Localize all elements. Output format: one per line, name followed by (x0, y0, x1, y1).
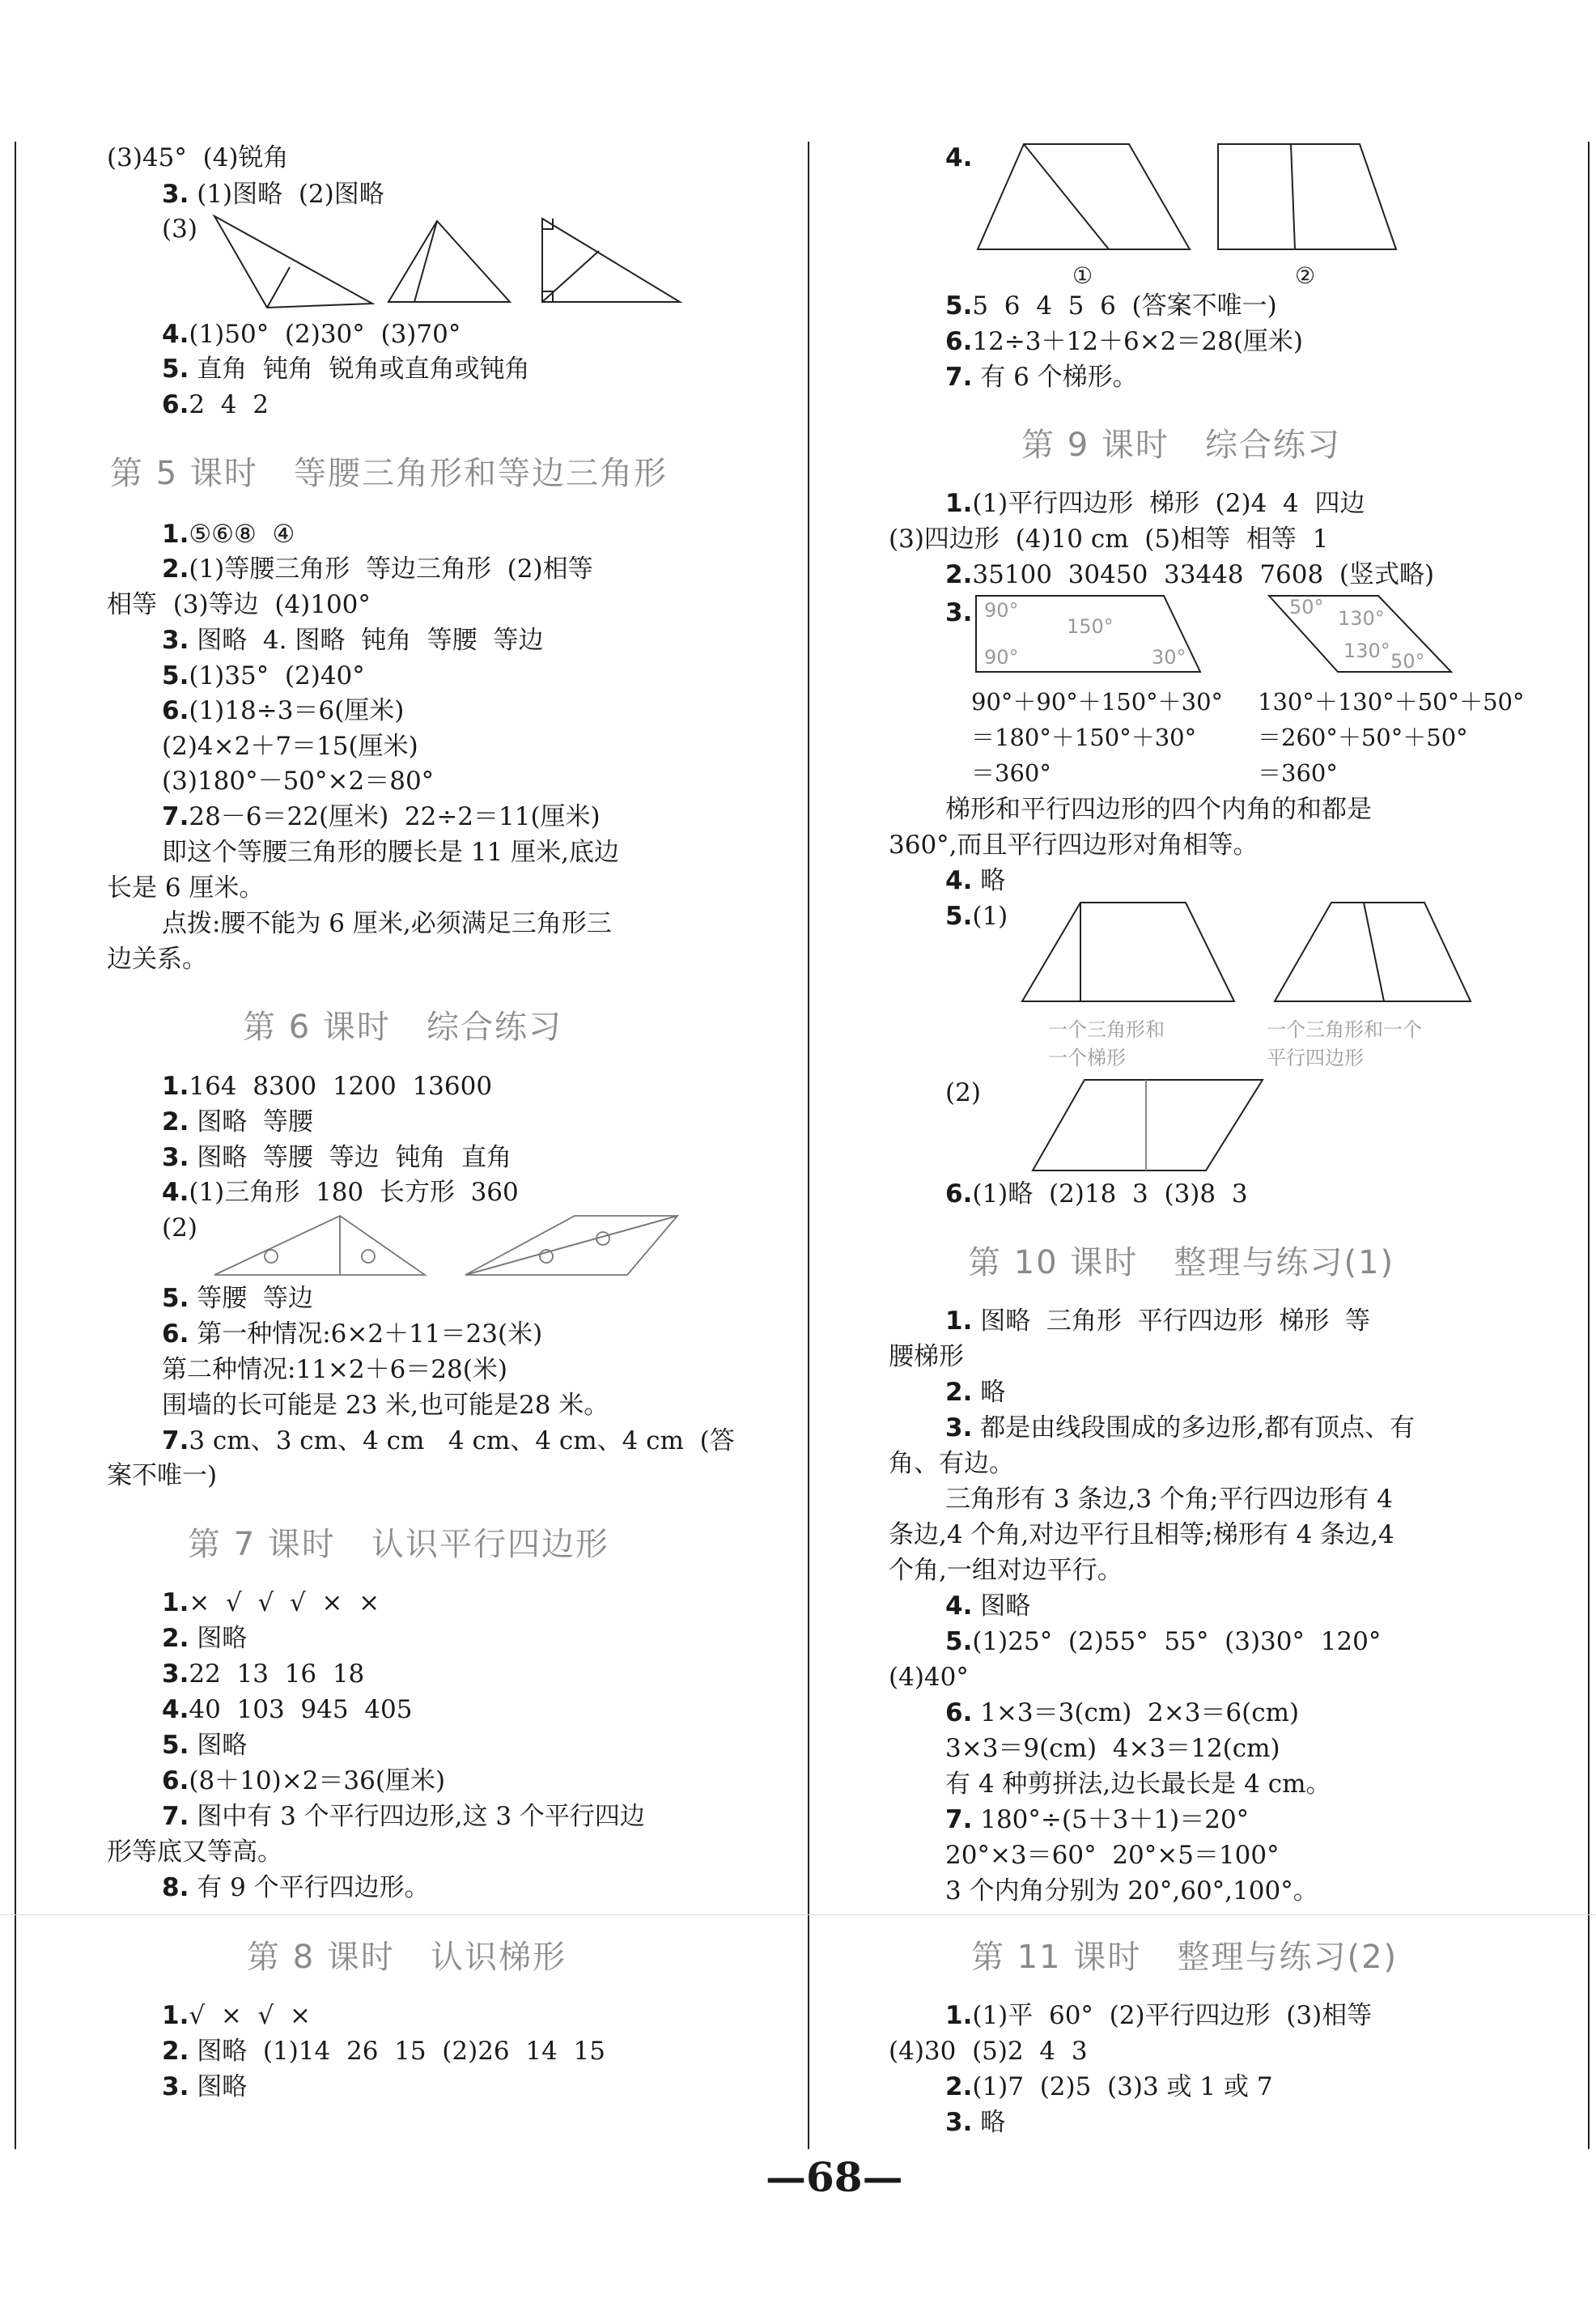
answer-line: 7.3 cm、3 cm、4 cm 4 cm、4 cm、4 cm (答 (162, 1426, 735, 1455)
answer-line: 3.22 13 16 18 (162, 1659, 365, 1689)
answer-line: 1.(1)平 60° (2)平行四边形 (3)相等 (945, 2001, 1373, 2030)
parallelogram-figure (1028, 1075, 1271, 1176)
answer-line: 围墙的长可能是 23 米,也可能是28 米。 (162, 1391, 609, 1420)
answer-line: 7. 有 6 个梯形。 (945, 363, 1138, 392)
lesson-6-title: 第 6 课时 综合练习 (243, 1009, 563, 1046)
parallelogram-cut (1033, 1080, 1263, 1170)
answer-line: 5.(1) (945, 902, 1008, 931)
answer-line: 边关系。 (107, 945, 207, 974)
answer-line: 点拨:腰不能为 6 厘米,必须满足三角形三 (162, 909, 612, 938)
answer-line: 2. 图略 等腰 (162, 1107, 313, 1137)
svg-text:90°: 90° (984, 599, 1019, 622)
answer-line: (2) (162, 1213, 197, 1243)
answer-line: 5.(1)35° (2)40° (162, 661, 365, 690)
answer-line: 1.⑤⑥⑧ ④ (162, 520, 295, 549)
answer-line: 3. 图略 等腰 等边 钝角 直角 (162, 1143, 512, 1172)
answer-line: (3) (162, 215, 197, 244)
answer-line: 2. 图略 (162, 1624, 248, 1653)
lesson-9-title: 第 9 课时 综合练习 (1021, 427, 1342, 464)
page-number: —68— (766, 2153, 903, 2201)
answer-line: 7. 180°÷(5＋3＋1)＝20° (945, 1805, 1250, 1834)
answer-line: 1.√ × √ × (162, 2001, 311, 2030)
answer-line: 6.(8＋10)×2＝36(厘米) (162, 1766, 446, 1795)
obtuse-triangle (214, 216, 372, 308)
svg-text:50°: 50° (1289, 596, 1324, 618)
svg-text:一个梯形: 一个梯形 (1048, 1047, 1126, 1069)
center-divider (808, 142, 809, 2149)
lesson-10-title: 第 10 课时 整理与练习(1) (968, 1244, 1395, 1281)
angle-sum-line: ＝360° (971, 759, 1051, 787)
svg-text:50°: 50° (1390, 650, 1425, 673)
answer-line: 2.(1)等腰三角形 等边三角形 (2)相等 (162, 554, 593, 584)
answer-line: 20°×3＝60° 20°×5＝100° (945, 1841, 1280, 1870)
svg-text:90°: 90° (984, 646, 1019, 669)
answer-line: 5.(1)25° (2)55° 55° (3)30° 120° (945, 1627, 1382, 1656)
answer-line: 条边,4 个角,对边平行且相等;梯形有 4 条边,4 (889, 1520, 1394, 1549)
angle-sum-figures (970, 591, 1455, 680)
trapezoid-cut-1 (1022, 903, 1234, 1001)
answer-line: 2.(1)7 (2)5 (3)3 或 1 或 7 (945, 2072, 1273, 2101)
lesson-11-title: 第 11 课时 整理与练习(2) (971, 1939, 1399, 1976)
answer-line: 6.(1)略 (2)18 3 (3)8 3 (945, 1179, 1248, 1209)
right-triangle (542, 219, 680, 302)
answer-line: 3. (945, 598, 973, 627)
answer-line: 长是 6 厘米。 (107, 873, 265, 903)
answer-line: (3)180°－50°×2＝80° (162, 767, 435, 796)
triangle-figures (186, 206, 688, 320)
answer-line: 4. 略 (945, 866, 1006, 895)
answer-line: 4.40 103 945 405 (162, 1695, 413, 1724)
trapezoid-1 (978, 144, 1190, 249)
svg-text:一个三角形和一个: 一个三角形和一个 (1267, 1018, 1422, 1041)
cut-trapezoid-figures (1016, 894, 1501, 1081)
answer-line: (3)四边形 (4)10 cm (5)相等 相等 1 (889, 525, 1329, 554)
trapezoid-figures (971, 138, 1408, 291)
acute-triangle (388, 221, 510, 302)
answer-line: 即这个等腰三角形的腰长是 11 厘米,底边 (162, 838, 620, 867)
angle-sum-line: 90°＋90°＋150°＋30° (971, 688, 1224, 716)
answer-line: 3. 图略 4. 图略 钝角 等腰 等边 (162, 626, 544, 655)
figure-label-2: ② (1295, 262, 1316, 289)
left-margin-line (15, 142, 16, 2149)
answer-line: 1.× √ √ √ × × (162, 1588, 380, 1617)
answer-line: (2) (945, 1078, 981, 1107)
figure-label-1: ① (1072, 262, 1093, 289)
answer-line: 3×3＝9(cm) 4×3＝12(cm) (945, 1734, 1280, 1763)
svg-text:一个三角形和: 一个三角形和 (1048, 1018, 1165, 1041)
answer-line: 5.5 6 4 5 6 (答案不唯一) (945, 291, 1277, 321)
answer-line: 4. (945, 143, 973, 172)
answer-line: 4.(1)50° (2)30° (3)70° (162, 320, 461, 349)
answer-line: 相等 (3)等边 (4)100° (107, 590, 371, 619)
answer-line: 1.(1)平行四边形 梯形 (2)4 4 四边 (945, 489, 1365, 518)
answer-line: 1.164 8300 1200 13600 (162, 1072, 493, 1101)
svg-text:平行四边形: 平行四边形 (1267, 1047, 1364, 1069)
svg-text:130°: 130° (1338, 607, 1385, 630)
answer-line: 三角形有 3 条边,3 个角;平行四边形有 4 (945, 1485, 1393, 1514)
answer-line: 4. 图略 (945, 1591, 1031, 1621)
angle-sum-line: ＝180°＋150°＋30° (971, 724, 1197, 751)
answer-line: 5. 直角 钝角 锐角或直角或钝角 (162, 355, 530, 384)
answer-line: 3. 略 (945, 2108, 1006, 2137)
answer-line: (4)40° (889, 1663, 969, 1692)
answer-line: (4)30 (5)2 4 3 (889, 2037, 1088, 2066)
answer-line: 2. 略 (945, 1378, 1006, 1407)
svg-text:130°: 130° (1343, 639, 1390, 662)
obtuse-triangle-pair (214, 1216, 425, 1275)
answer-line: 8. 有 9 个平行四边形。 (162, 1873, 430, 1902)
answer-line: 个角,一组对边平行。 (889, 1556, 1123, 1585)
answer-line: (3)45° (4)锐角 (107, 143, 289, 172)
answer-line: 3. (1)图略 (2)图略 (162, 180, 384, 209)
answer-line: 360°,而且平行四边形对角相等。 (889, 831, 1259, 860)
lesson-5-title: 第 5 课时 等腰三角形和等边三角形 (110, 455, 669, 492)
svg-text:30°: 30° (1152, 646, 1186, 669)
answer-line: 3. 都是由线段围成的多边形,都有顶点、有 (945, 1413, 1416, 1442)
triangle-pair-figures (206, 1208, 692, 1285)
answer-line: 7.28－6＝22(厘米) 22÷2＝11(厘米) (162, 802, 601, 831)
answer-line: 腰梯形 (889, 1342, 964, 1371)
answer-line: 2.35100 30450 33448 7608 (竖式略) (945, 560, 1435, 589)
answer-line: 6. 第一种情况:6×2＋11＝23(米) (162, 1319, 543, 1349)
angle-sum-line: ＝260°＋50°＋50° (1258, 724, 1468, 751)
answer-line: 6.(1)18÷3＝6(厘米) (162, 696, 405, 725)
answer-line: 6.12÷3＋12＋6×2＝28(厘米) (945, 327, 1304, 356)
answer-line: 3. 图略 (162, 2072, 248, 2101)
angle-sum-line: 130°＋130°＋50°＋50° (1258, 688, 1525, 716)
answer-line: 形等底又等高。 (107, 1838, 282, 1867)
answer-line: 7. 图中有 3 个平行四边形,这 3 个平行四边 (162, 1802, 645, 1831)
answer-line: 6. 1×3＝3(cm) 2×3＝6(cm) (945, 1698, 1300, 1727)
trapezoid-2 (1218, 144, 1396, 249)
answer-line: (2)4×2＋7＝15(厘米) (162, 732, 418, 761)
answer-line: 3 个内角分别为 20°,60°,100°。 (945, 1876, 1318, 1906)
trapezoid-cut-2 (1275, 903, 1471, 1001)
answer-line: 2. 图略 (1)14 26 15 (2)26 14 15 (162, 2037, 605, 2066)
right-margin-line (1588, 142, 1590, 2149)
answer-line: 6.2 4 2 (162, 390, 269, 419)
answer-line: 5. 图略 (162, 1731, 248, 1760)
lesson-8-title: 第 8 课时 认识梯形 (247, 1939, 567, 1976)
lesson-7-title: 第 7 课时 认识平行四边形 (188, 1526, 610, 1563)
answer-line: 案不唯一) (107, 1461, 218, 1490)
angle-sum-line: ＝360° (1258, 759, 1338, 787)
answer-line: 4.(1)三角形 180 长方形 360 (162, 1178, 519, 1207)
answer-line: 5. 等腰 等边 (162, 1284, 313, 1313)
answer-line: 第二种情况:11×2＋6＝28(米) (162, 1355, 507, 1384)
svg-text:150°: 150° (1067, 615, 1114, 638)
answer-line: 角、有边。 (889, 1449, 1014, 1478)
answer-line: 1. 图略 三角形 平行四边形 梯形 等 (945, 1306, 1371, 1336)
fold-line (0, 1914, 1596, 1915)
answer-line: 梯形和平行四边形的四个内角的和都是 (945, 795, 1372, 824)
answer-line: 有 4 种剪拼法,边长最长是 4 cm。 (945, 1770, 1331, 1799)
